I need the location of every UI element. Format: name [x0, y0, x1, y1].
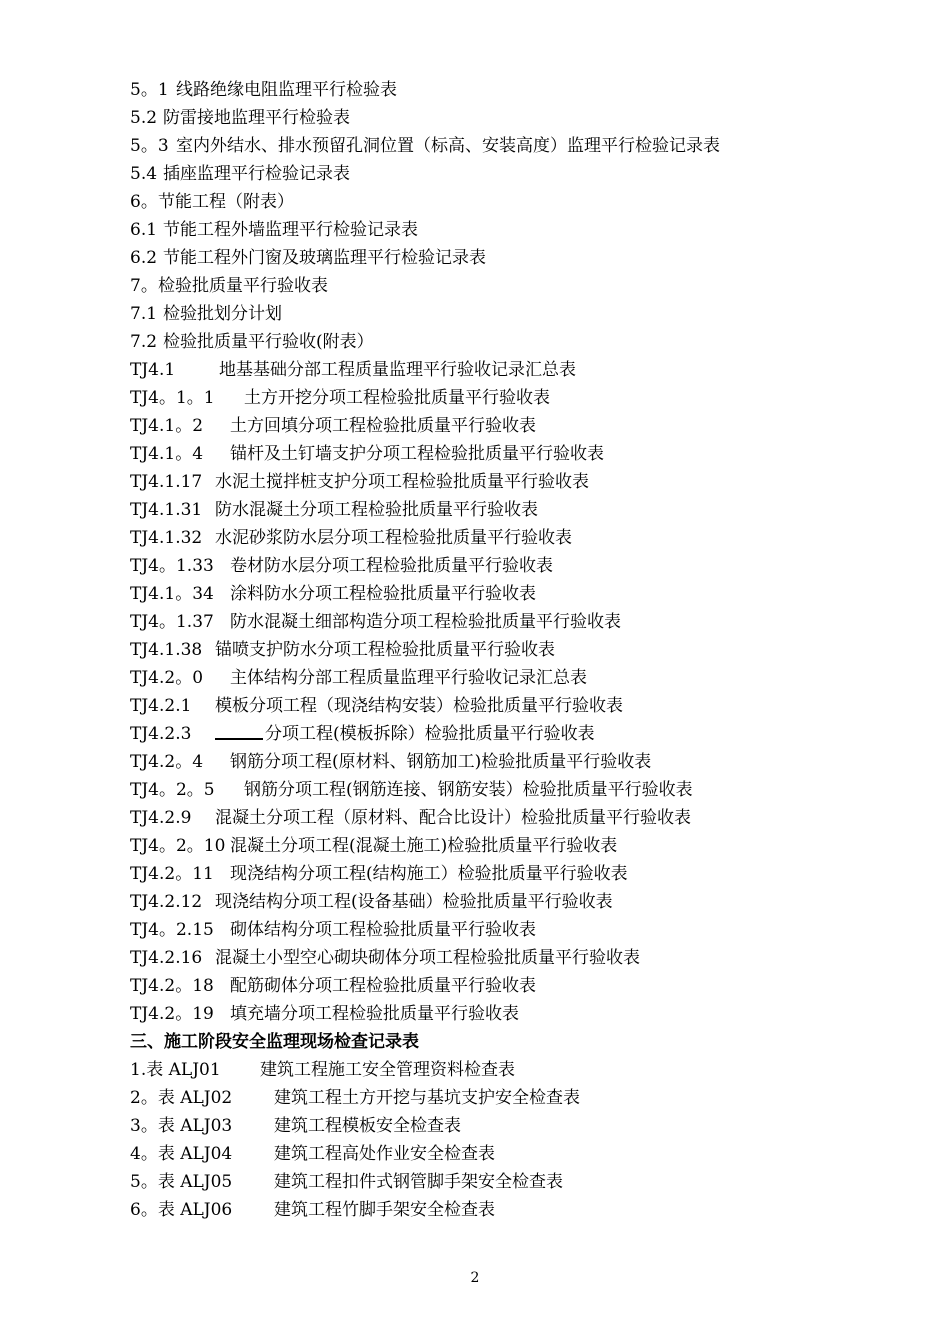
- item-number: TJ4.2。4: [130, 752, 204, 772]
- item-number: TJ4.2。19: [130, 1004, 214, 1024]
- item-number: TJ4.1.31: [130, 500, 203, 520]
- list-item: [130, 468, 850, 496]
- item-title: 建筑工程施工安全管理资料检查表: [260, 1060, 515, 1080]
- contents-list: [130, 76, 850, 1224]
- list-item: [130, 1056, 850, 1084]
- item-title: 防水混凝土分项工程检验批质量平行验收表: [215, 500, 538, 520]
- item-number: TJ4.1: [130, 360, 176, 380]
- item-number: TJ4。2.15: [130, 920, 214, 940]
- item-title: 检验批质量平行验收表: [158, 276, 328, 296]
- item-title: 建筑工程土方开挖与基坑支护安全检查表: [274, 1088, 580, 1108]
- item-title: 地基基础分部工程质量监理平行验收记录汇总表: [219, 360, 576, 380]
- list-item: [130, 888, 850, 916]
- list-item: [130, 1112, 850, 1140]
- item-title: 节能工程（附表）: [158, 192, 294, 212]
- item-number: 1.表 ALJ01: [130, 1060, 221, 1080]
- item-number: TJ4.1.32: [130, 528, 203, 548]
- item-title: 现浇结构分项工程(设备基础）检验批质量平行验收表: [215, 892, 613, 912]
- item-title: 防水混凝土细部构造分项工程检验批质量平行验收表: [230, 612, 621, 632]
- list-item: [130, 636, 850, 664]
- list-item: [130, 860, 850, 888]
- item-title: 土方回填分项工程检验批质量平行验收表: [230, 416, 536, 436]
- item-number: 2。表 ALJ02: [130, 1088, 233, 1108]
- item-number: 6。表 ALJ06: [130, 1200, 233, 1220]
- item-number: 5。1: [130, 80, 169, 100]
- item-title: 现浇结构分项工程(结构施工）检验批质量平行验收表: [230, 864, 628, 884]
- heading-title: 施工阶段安全监理现场检查记录表: [164, 1032, 419, 1052]
- item-number: TJ4.2.1: [130, 696, 192, 716]
- list-item: [130, 664, 850, 692]
- list-item: [130, 720, 850, 748]
- list-item: [130, 1196, 850, 1224]
- item-title: 卷材防水层分项工程检验批质量平行验收表: [230, 556, 553, 576]
- item-title: 锚喷支护防水分项工程检验批质量平行验收表: [215, 640, 555, 660]
- item-number: TJ4。1。1: [130, 388, 215, 408]
- list-item: [130, 412, 850, 440]
- list-item: [130, 216, 850, 244]
- item-title: 混凝土小型空心砌块砌体分项工程检验批质量平行验收表: [215, 948, 640, 968]
- item-number: 3。表 ALJ03: [130, 1116, 233, 1136]
- list-item: [130, 552, 850, 580]
- list-item: [130, 356, 850, 384]
- list-item: [130, 972, 850, 1000]
- item-title: 室内外结水、排水预留孔洞位置（标高、安装高度）监理平行检验记录表: [176, 136, 720, 156]
- item-title: 混凝土分项工程（原材料、配合比设计）检验批质量平行验收表: [215, 808, 691, 828]
- list-item: [130, 300, 850, 328]
- item-title: 防雷接地监理平行检验表: [163, 108, 350, 128]
- list-item: [130, 76, 850, 104]
- list-item: [130, 748, 850, 776]
- item-title: 检验批质量平行验收(附表）: [163, 332, 374, 352]
- item-number: TJ4.2.12: [130, 892, 203, 912]
- item-title: 钢筋分项工程(原材料、钢筋加工)检验批质量平行验收表: [230, 752, 652, 772]
- item-title: 建筑工程高处作业安全检查表: [274, 1144, 495, 1164]
- item-number: TJ4。1.33: [130, 556, 214, 576]
- list-item: [130, 244, 850, 272]
- item-number: TJ4.1。2: [130, 416, 204, 436]
- section-heading: [130, 1028, 850, 1056]
- list-item: [130, 1000, 850, 1028]
- list-item: [130, 916, 850, 944]
- item-number: 4。表 ALJ04: [130, 1144, 233, 1164]
- item-title: 砌体结构分项工程检验批质量平行验收表: [230, 920, 536, 940]
- item-number: 7。: [130, 276, 158, 296]
- item-number: TJ4.1。4: [130, 444, 204, 464]
- item-number: TJ4.2。18: [130, 976, 214, 996]
- item-title: 主体结构分部工程质量监理平行验收记录汇总表: [230, 668, 587, 688]
- item-number: TJ4.1.17: [130, 472, 203, 492]
- list-item: [130, 132, 850, 160]
- list-item: [130, 1084, 850, 1112]
- item-title: 钢筋分项工程(钢筋连接、钢筋安装）检验批质量平行验收表: [244, 780, 693, 800]
- item-number: TJ4.2.9: [130, 808, 192, 828]
- item-number: 6.2: [130, 248, 158, 268]
- item-title: 模板分项工程（现浇结构安装）检验批质量平行验收表: [215, 696, 623, 716]
- item-title: 建筑工程模板安全检查表: [274, 1116, 461, 1136]
- item-title: 插座监理平行检验记录表: [163, 164, 350, 184]
- item-number: 7.1: [130, 304, 158, 324]
- item-number: 5。表 ALJ05: [130, 1172, 233, 1192]
- list-item: [130, 804, 850, 832]
- list-item: [130, 832, 850, 860]
- item-title: 土方开挖分项工程检验批质量平行验收表: [244, 388, 550, 408]
- list-item: [130, 272, 850, 300]
- item-title: 配筋砌体分项工程检验批质量平行验收表: [230, 976, 536, 996]
- item-number: TJ4。2。10: [130, 836, 226, 856]
- item-number: TJ4.2.3: [130, 724, 192, 744]
- list-item: [130, 608, 850, 636]
- list-item: [130, 692, 850, 720]
- item-title: 建筑工程扣件式钢管脚手架安全检查表: [274, 1172, 563, 1192]
- list-item: [130, 104, 850, 132]
- item-number: 5.4: [130, 164, 158, 184]
- item-title: 锚杆及土钉墙支护分项工程检验批质量平行验收表: [230, 444, 604, 464]
- item-number: 6.1: [130, 220, 158, 240]
- item-number: TJ4.2.16: [130, 948, 203, 968]
- list-item: [130, 328, 850, 356]
- item-title: 水泥砂浆防水层分项工程检验批质量平行验收表: [215, 528, 572, 548]
- item-number: TJ4.1。34: [130, 584, 214, 604]
- item-number: TJ4.2。0: [130, 668, 204, 688]
- list-item: [130, 188, 850, 216]
- list-item: [130, 440, 850, 468]
- item-title: 线路绝缘电阻监理平行检验表: [176, 80, 397, 100]
- item-title: 检验批划分计划: [163, 304, 282, 324]
- item-number: 6。: [130, 192, 158, 212]
- list-item: [130, 524, 850, 552]
- item-title: 节能工程外墙监理平行检验记录表: [163, 220, 418, 240]
- blank-underline: [215, 720, 263, 740]
- item-number: TJ4.2。11: [130, 864, 214, 884]
- item-number: TJ4。1.37: [130, 612, 214, 632]
- item-title: 填充墙分项工程检验批质量平行验收表: [230, 1004, 519, 1024]
- heading-number: 三、: [130, 1032, 164, 1052]
- item-number: 5。3: [130, 136, 169, 156]
- list-item: [130, 1140, 850, 1168]
- item-title: 节能工程外门窗及玻璃监理平行检验记录表: [163, 248, 486, 268]
- item-number: TJ4.1.38: [130, 640, 203, 660]
- item-number: 5.2: [130, 108, 158, 128]
- item-title: 混凝土分项工程(混凝土施工)检验批质量平行验收表: [230, 836, 618, 856]
- item-number: TJ4。2。5: [130, 780, 215, 800]
- list-item: [130, 160, 850, 188]
- item-title: 水泥土搅拌桩支护分项工程检验批质量平行验收表: [215, 472, 589, 492]
- list-item: [130, 1168, 850, 1196]
- item-number: 7.2: [130, 332, 158, 352]
- list-item: [130, 776, 850, 804]
- item-title: 分项工程(模板拆除）检验批质量平行验收表: [265, 724, 595, 744]
- list-item: [130, 944, 850, 972]
- item-title: 涂料防水分项工程检验批质量平行验收表: [230, 584, 536, 604]
- page-number: 2: [470, 1270, 480, 1286]
- list-item: [130, 496, 850, 524]
- list-item: [130, 384, 850, 412]
- item-title: 建筑工程竹脚手架安全检查表: [274, 1200, 495, 1220]
- list-item: [130, 580, 850, 608]
